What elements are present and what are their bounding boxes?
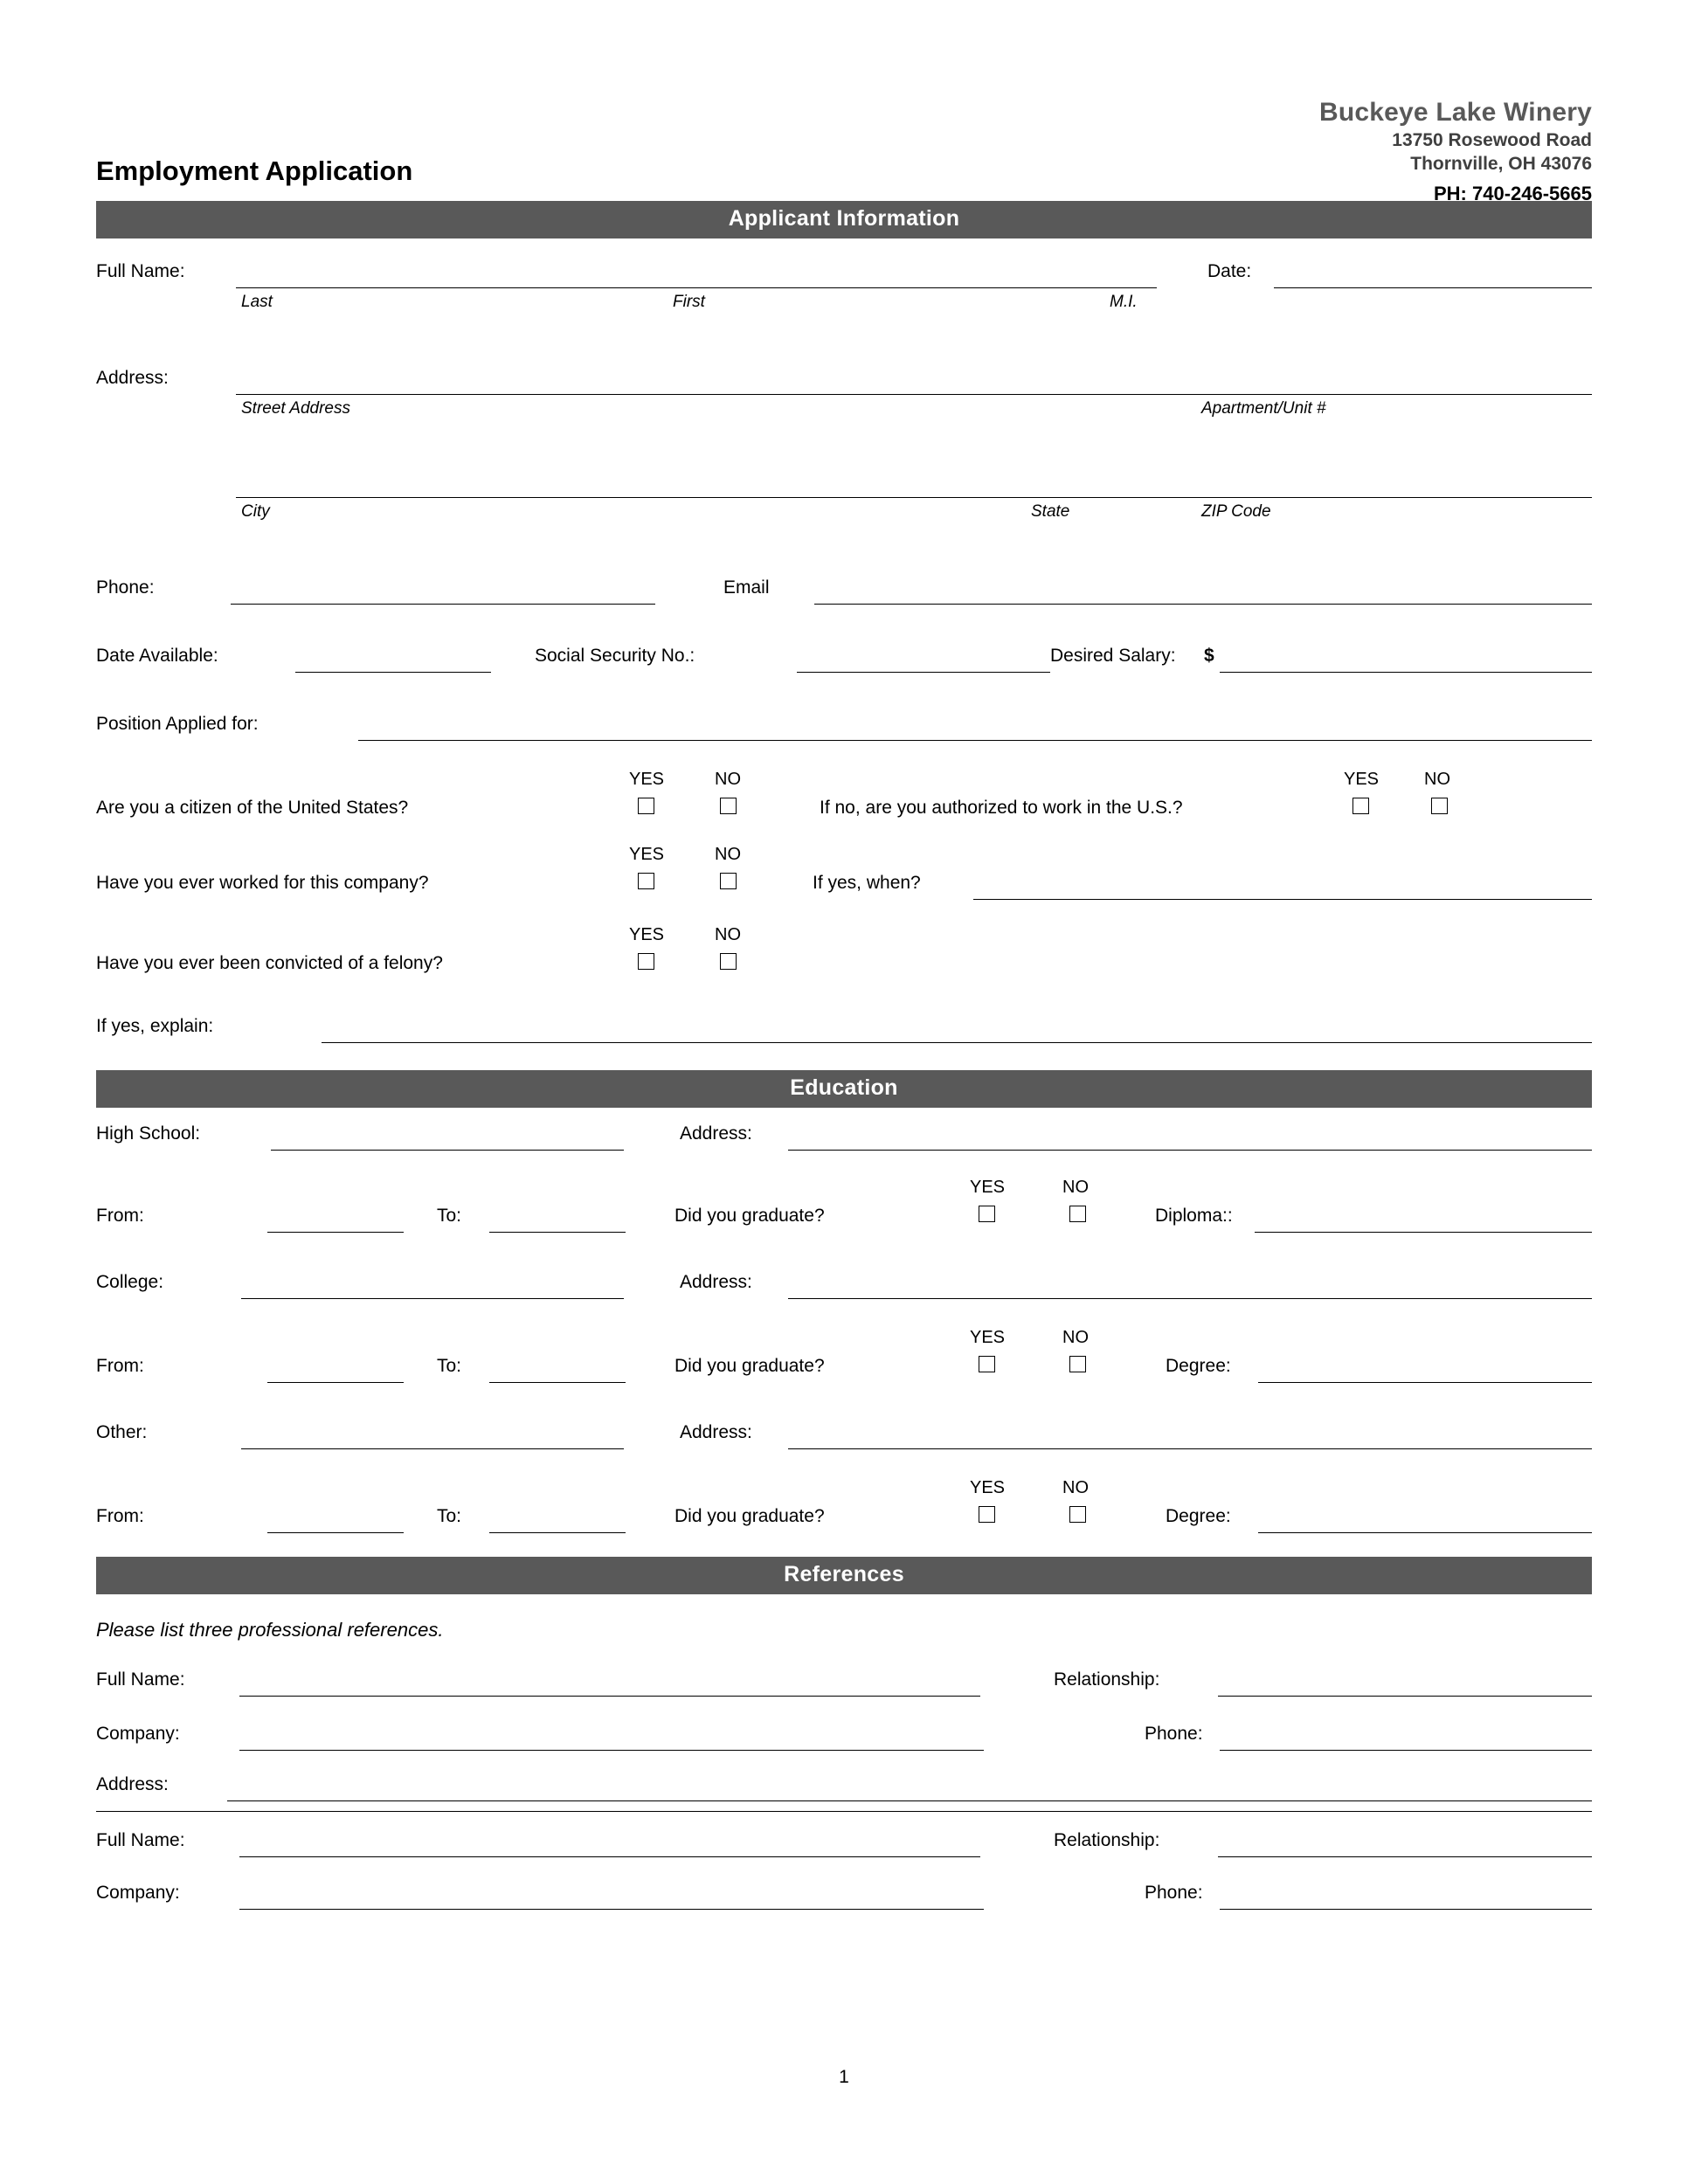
email-input[interactable]	[814, 604, 1592, 605]
college-to-label: To:	[437, 1356, 462, 1376]
worked-before-no-label: NO	[715, 845, 741, 864]
felony-yes-label: YES	[629, 925, 665, 944]
high-school-graduate-yes-checkbox[interactable]	[979, 1206, 995, 1222]
reference-1-name-row	[96, 1662, 1592, 1717]
reference-2-company-input[interactable]	[239, 1909, 984, 1910]
reference-1-phone-input[interactable]	[1220, 1750, 1592, 1751]
other-graduate-yes-checkbox[interactable]	[979, 1506, 995, 1523]
high-school-from-input[interactable]	[267, 1232, 404, 1233]
college-to-input[interactable]	[489, 1382, 626, 1383]
street-address-input[interactable]	[236, 394, 1592, 395]
authorized-no-checkbox[interactable]	[1431, 798, 1448, 814]
college-row	[96, 1258, 1592, 1323]
other-education-dates-row	[96, 1473, 1592, 1557]
date-ssn-salary-row	[96, 633, 1592, 703]
high-school-graduate-yes-label: YES	[970, 1178, 1006, 1197]
high-school-graduate-label: Did you graduate?	[675, 1206, 825, 1226]
phone-label: Phone:	[96, 577, 155, 598]
company-name: Buckeye Lake Winery	[1318, 98, 1592, 127]
reference-1-relationship-input[interactable]	[1218, 1696, 1592, 1697]
other-graduate-yes-label: YES	[970, 1478, 1006, 1497]
high-school-graduate-no-checkbox[interactable]	[1069, 1206, 1086, 1222]
apartment-unit-sublabel: Apartment/Unit #	[1201, 399, 1326, 418]
section-header-education: Education	[96, 1070, 1592, 1108]
high-school-input[interactable]	[271, 1150, 624, 1151]
if-yes-explain-input[interactable]	[322, 1042, 1592, 1043]
reference-2-phone-input[interactable]	[1220, 1909, 1592, 1910]
section-header-references: References	[96, 1557, 1592, 1594]
worked-before-row	[96, 838, 1592, 918]
college-address-input[interactable]	[788, 1298, 1592, 1299]
college-address-label: Address:	[680, 1272, 752, 1292]
other-education-address-label: Address:	[680, 1422, 752, 1442]
worked-before-no-checkbox[interactable]	[720, 873, 737, 889]
form-sheet	[96, 61, 1592, 2123]
college-degree-label: Degree:	[1166, 1356, 1231, 1376]
other-education-row	[96, 1408, 1592, 1473]
other-education-address-input[interactable]	[788, 1448, 1592, 1449]
citizenship-row	[96, 766, 1592, 838]
worked-before-yes-label: YES	[629, 845, 665, 864]
college-graduate-label: Did you graduate?	[675, 1356, 825, 1376]
company-address-line2: Thornville, OH 43076	[1410, 154, 1592, 175]
reference-1-company-input[interactable]	[239, 1750, 984, 1751]
felony-row	[96, 918, 1592, 1002]
diploma-input[interactable]	[1255, 1232, 1592, 1233]
reference-2-phone-label: Phone:	[1145, 1883, 1203, 1903]
reference-2-name-row	[96, 1820, 1592, 1874]
other-graduate-no-checkbox[interactable]	[1069, 1506, 1086, 1523]
high-school-to-input[interactable]	[489, 1232, 626, 1233]
if-yes-explain-label: If yes, explain:	[96, 1016, 214, 1036]
citizen-yes-checkbox[interactable]	[638, 798, 654, 814]
city-sublabel: City	[241, 502, 270, 521]
position-applied-label: Position Applied for:	[96, 714, 259, 734]
reference-2-full-name-label: Full Name:	[96, 1830, 185, 1850]
felony-yes-checkbox[interactable]	[638, 953, 654, 970]
citizen-no-checkbox[interactable]	[720, 798, 737, 814]
company-address-line1: 13750 Rosewood Road	[1392, 130, 1592, 151]
section-header-applicant-information: Applicant Information	[96, 201, 1592, 238]
company-block	[1319, 96, 1592, 206]
high-school-address-label: Address:	[680, 1123, 752, 1144]
phone-input[interactable]	[231, 604, 655, 605]
page-title: Employment Application	[96, 156, 413, 186]
reference-1-address-label: Address:	[96, 1774, 169, 1794]
date-available-input[interactable]	[295, 672, 491, 673]
high-school-address-input[interactable]	[788, 1150, 1592, 1151]
authorized-yes-label: YES	[1344, 770, 1380, 789]
worked-before-yes-checkbox[interactable]	[638, 873, 654, 889]
citizen-yes-label: YES	[629, 770, 665, 789]
address-label: Address:	[96, 368, 169, 388]
high-school-graduate-no-label: NO	[1062, 1178, 1089, 1197]
authorized-yes-checkbox[interactable]	[1352, 798, 1369, 814]
diploma-label: Diploma::	[1155, 1206, 1233, 1226]
college-graduate-no-label: NO	[1062, 1328, 1089, 1347]
citizen-no-label: NO	[715, 770, 741, 789]
other-degree-label: Degree:	[1166, 1506, 1231, 1526]
other-degree-input[interactable]	[1258, 1532, 1592, 1533]
full-name-input[interactable]	[236, 287, 1157, 288]
full-name-mi-sublabel: M.I.	[1110, 293, 1138, 311]
reference-2-relationship-label: Relationship:	[1054, 1830, 1160, 1850]
full-name-first-sublabel: First	[673, 293, 705, 311]
city-state-zip-row	[96, 466, 1592, 565]
high-school-to-label: To:	[437, 1206, 462, 1226]
if-yes-when-label: If yes, when?	[813, 873, 921, 893]
reference-1-company-label: Company:	[96, 1724, 180, 1744]
reference-1-address-input[interactable]	[227, 1800, 1592, 1801]
desired-salary-currency: $	[1204, 646, 1214, 666]
zip-code-sublabel: ZIP Code	[1201, 502, 1271, 521]
felony-explain-row	[96, 1002, 1592, 1070]
other-to-input[interactable]	[489, 1532, 626, 1533]
felony-question-label: Have you ever been convicted of a felony?	[96, 953, 443, 973]
date-input[interactable]	[1274, 287, 1592, 288]
full-name-last-sublabel: Last	[241, 293, 273, 311]
college-input[interactable]	[241, 1298, 624, 1299]
desired-salary-input[interactable]	[1220, 672, 1592, 673]
references-instruction-row	[96, 1594, 1592, 1662]
position-applied-row	[96, 703, 1592, 766]
other-from-input[interactable]	[267, 1532, 404, 1533]
street-address-sublabel: Street Address	[241, 399, 350, 418]
college-graduate-yes-checkbox[interactable]	[979, 1356, 995, 1372]
state-sublabel: State	[1031, 502, 1070, 521]
social-security-label: Social Security No.:	[535, 646, 695, 666]
college-dates-row	[96, 1323, 1592, 1408]
other-education-input[interactable]	[241, 1448, 624, 1449]
date-label: Date:	[1207, 261, 1252, 281]
other-education-label: Other:	[96, 1422, 148, 1442]
full-name-label: Full Name:	[96, 261, 185, 281]
reference-1-address-row	[96, 1769, 1592, 1820]
college-from-input[interactable]	[267, 1382, 404, 1383]
reference-1-full-name-input[interactable]	[239, 1696, 980, 1697]
date-available-label: Date Available:	[96, 646, 218, 666]
college-graduate-no-checkbox[interactable]	[1069, 1356, 1086, 1372]
high-school-label: High School:	[96, 1123, 201, 1144]
worked-before-question-label: Have you ever worked for this company?	[96, 873, 429, 893]
position-applied-input[interactable]	[358, 740, 1592, 741]
reference-1-phone-label: Phone:	[1145, 1724, 1203, 1744]
city-state-zip-input[interactable]	[236, 497, 1592, 498]
reference-2-company-row	[96, 1874, 1592, 1926]
reference-2-company-label: Company:	[96, 1883, 180, 1903]
high-school-dates-row	[96, 1172, 1592, 1258]
other-to-label: To:	[437, 1506, 462, 1526]
high-school-from-label: From:	[96, 1206, 144, 1226]
reference-1-divider	[96, 1811, 1592, 1812]
references-instruction: Please list three professional references.	[96, 1619, 444, 1641]
felony-no-checkbox[interactable]	[720, 953, 737, 970]
page-number: 1	[839, 2067, 849, 2087]
other-graduate-label: Did you graduate?	[675, 1506, 825, 1526]
other-from-label: From:	[96, 1506, 144, 1526]
company-phone: PH: 740-246-5665	[1433, 183, 1592, 205]
address-row	[96, 343, 1592, 466]
high-school-row	[96, 1108, 1592, 1172]
document-header	[96, 61, 1592, 205]
college-from-label: From:	[96, 1356, 144, 1376]
if-yes-when-input[interactable]	[973, 899, 1592, 900]
authorized-no-label: NO	[1424, 770, 1450, 789]
authorized-question-label: If no, are you authorized to work in the U.S.?	[820, 798, 1183, 818]
reference-2-relationship-input[interactable]	[1218, 1856, 1592, 1857]
college-degree-input[interactable]	[1258, 1382, 1592, 1383]
desired-salary-label: Desired Salary:	[1050, 646, 1176, 666]
reference-1-full-name-label: Full Name:	[96, 1669, 185, 1690]
other-graduate-no-label: NO	[1062, 1478, 1089, 1497]
college-graduate-yes-label: YES	[970, 1328, 1006, 1347]
reference-1-relationship-label: Relationship:	[1054, 1669, 1160, 1690]
reference-1-company-row	[96, 1717, 1592, 1769]
email-label: Email	[723, 577, 770, 598]
college-label: College:	[96, 1272, 164, 1292]
phone-email-row	[96, 565, 1592, 633]
felony-no-label: NO	[715, 925, 741, 944]
full-name-row	[96, 238, 1592, 343]
social-security-input[interactable]	[797, 672, 1050, 673]
citizen-question-label: Are you a citizen of the United States?	[96, 798, 409, 818]
reference-2-full-name-input[interactable]	[239, 1856, 980, 1857]
